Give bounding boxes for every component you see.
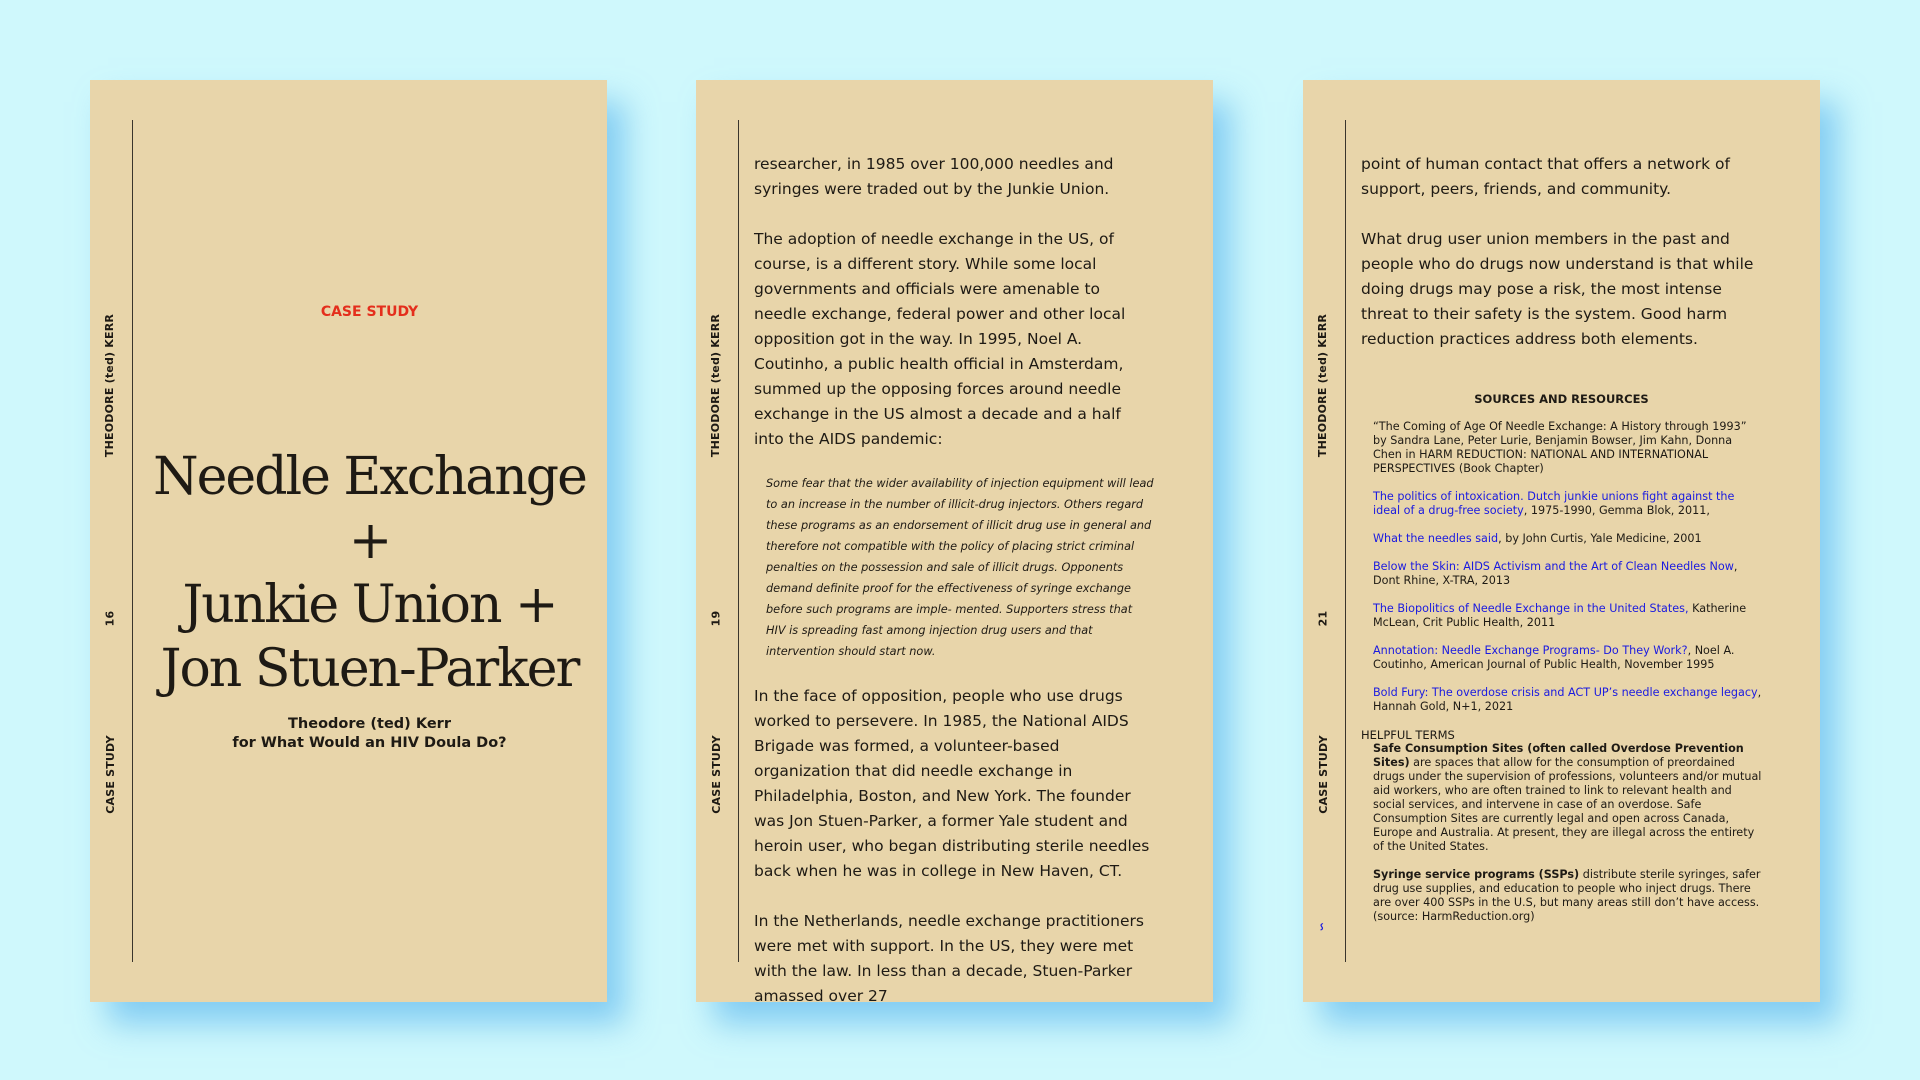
margin-rule [1345, 120, 1346, 962]
margin-rule [738, 120, 739, 962]
paragraph: The adoption of needle exchange in the US, of course, is a different story. While some local governments and officials were amenable to needle exchange, federal power and other local opposition got in the way. In 1995, Noel A. Coutinho, a public health official in Amsterdam, summed up the opposing forces around needle exchange in the US almost a decade and a half into the AIDS pandemic: [754, 230, 1126, 448]
source-item: “The Coming of Age Of Needle Exchange: A History through 1993” by Sandra Lane, Peter Lurie, Benjamin Bowser, Jim Kahn, Donna Chen in HARM REDUCTION: NATIONAL AND INTERNATIONAL PERSPECTIVES (Book Chapter) [1373, 420, 1747, 475]
cover-page [90, 80, 607, 1002]
source-item: The Biopolitics of Needle Exchange in the United States, Katherine McLean, Crit Public Health, 2011 [1373, 602, 1747, 629]
side-author: THEODORE (ted) KERR [709, 313, 723, 457]
term-definition: distribute sterile syringes, safer drug use supplies, and education to people who inject drugs. There are over 400 SSPs in the U.S, but many areas still don’t have access. (source: HarmReduction.org) [1373, 868, 1761, 923]
source-link[interactable]: Annotation: Needle Exchange Programs- Do They Work? [1373, 644, 1688, 657]
author-affiliation: for What Would an HIV Doula Do? [232, 735, 507, 751]
source-link[interactable]: Bold Fury: The overdose crisis and ACT UP’s needle exchange legacy [1373, 686, 1758, 699]
side-case-study: CASE STUDY [1316, 734, 1330, 814]
paragraph: In the Netherlands, needle exchange practitioners were met with support. In the US, they were met with the law. In less than a decade, Stuen-Parker amassed over 27 [754, 912, 1144, 1005]
side-author: THEODORE (ted) KERR [103, 313, 117, 457]
side-author: THEODORE (ted) KERR [1316, 313, 1330, 457]
page-number: 21 [1316, 610, 1330, 626]
side-case-study: CASE STUDY [103, 734, 117, 814]
term-name: Syringe service programs (SSPs) [1373, 868, 1580, 881]
term-name: Safe Consumption Sites (often called Overdose Prevention Sites) [1373, 742, 1744, 769]
term-definition: are spaces that allow for the consumption of preordained drugs under the supervision of professions, volunteers and/or mutual aid workers, who are often trained to link to relevant health and social services, and intervene in case of an overdose. Safe Consumption Sites are currently legal and open across Canada, Europe and Australia. At present, they are illegal across the entirety of the United States. [1373, 756, 1762, 853]
sources-heading: SOURCES AND RESOURCES [1474, 392, 1649, 406]
paragraph: researcher, in 1985 over 100,000 needles and syringes were traded out by the Junkie Union. [754, 155, 1114, 198]
term-item [1373, 868, 1762, 924]
squiggle-icon: ⸯ [1316, 924, 1328, 948]
case-study-label: CASE STUDY [320, 304, 419, 320]
author-name: Theodore (ted) Kerr [288, 716, 451, 732]
sources-list [1361, 420, 1762, 714]
side-case-study: CASE STUDY [709, 734, 723, 814]
source-item: Annotation: Needle Exchange Programs- Do They Work?, Noel A. Coutinho, American Journal of Public Health, November 1995 [1373, 644, 1735, 671]
paragraph: point of human contact that offers a network of support, peers, friends, and community. [1361, 155, 1730, 198]
source-link[interactable]: The politics of intoxication. Dutch junkie unions fight against the ideal of a drug-free society [1373, 490, 1735, 517]
source-link[interactable]: What the needles said [1373, 532, 1499, 545]
source-item: The politics of intoxication. Dutch junkie unions fight against the ideal of a drug-free society, 1975-1990, Gemma Blok, 2011, [1373, 490, 1735, 517]
page-body [754, 152, 1155, 1034]
cover-author [132, 715, 607, 753]
page-body [1361, 152, 1762, 938]
paragraph: In the face of opposition, people who use drugs worked to persevere. In 1985, the National AIDS Brigade was formed, a volunteer-based organization that did needle exchange in Philadelphia, Boston, and New York. The founder was Jon Stuen-Parker, a former Yale student and heroin user, who began distributing sterile needles back when he was in college in New Haven, CT. [754, 687, 1150, 880]
terms-heading: HELPFUL TERMS [1361, 728, 1455, 742]
text-page-21 [1303, 80, 1820, 1002]
source-item: Bold Fury: The overdose crisis and ACT UP’s needle exchange legacy, Hannah Gold, N+1, 2021 [1373, 686, 1762, 713]
term-item [1373, 742, 1762, 854]
page-number: 19 [709, 610, 723, 626]
text-page-19 [696, 80, 1213, 1005]
source-link[interactable]: The Biopolitics of Needle Exchange in the United States, [1373, 602, 1689, 615]
source-item: Below the Skin: AIDS Activism and the Art of Clean Needles Now, Dont Rhine, X-TRA, 2013 [1373, 560, 1738, 587]
source-link[interactable]: Below the Skin: AIDS Activism and the Art of Clean Needles Now [1373, 560, 1734, 573]
source-item: What the needles said, by John Curtis, Yale Medicine, 2001 [1373, 532, 1702, 545]
cover-title: Needle Exchange + Junkie Union + Jon Stuen-Parker [153, 447, 586, 699]
block-quote: Some fear that the wider availability of injection equipment will lead to an increase in the number of illicit-drug injectors. Others regard these programs as an endorsement of illicit drug use in general and therefore not compatible with the policy of placing strict criminal penalties on the possession and sale of illicit drugs. Opponents demand definite proof for the effectiveness of syringe exchange before such programs are imple- mented. Supporters stress that HIV is spreading fast among injection drug users and that intervention should start now. [766, 477, 1154, 658]
page-number: 16 [103, 610, 117, 626]
paragraph: What drug user union members in the past and people who do drugs now understand is that while doing drugs may pose a risk, the most intense threat to their safety is the system. Good harm reduction practices address both elements. [1361, 230, 1754, 348]
